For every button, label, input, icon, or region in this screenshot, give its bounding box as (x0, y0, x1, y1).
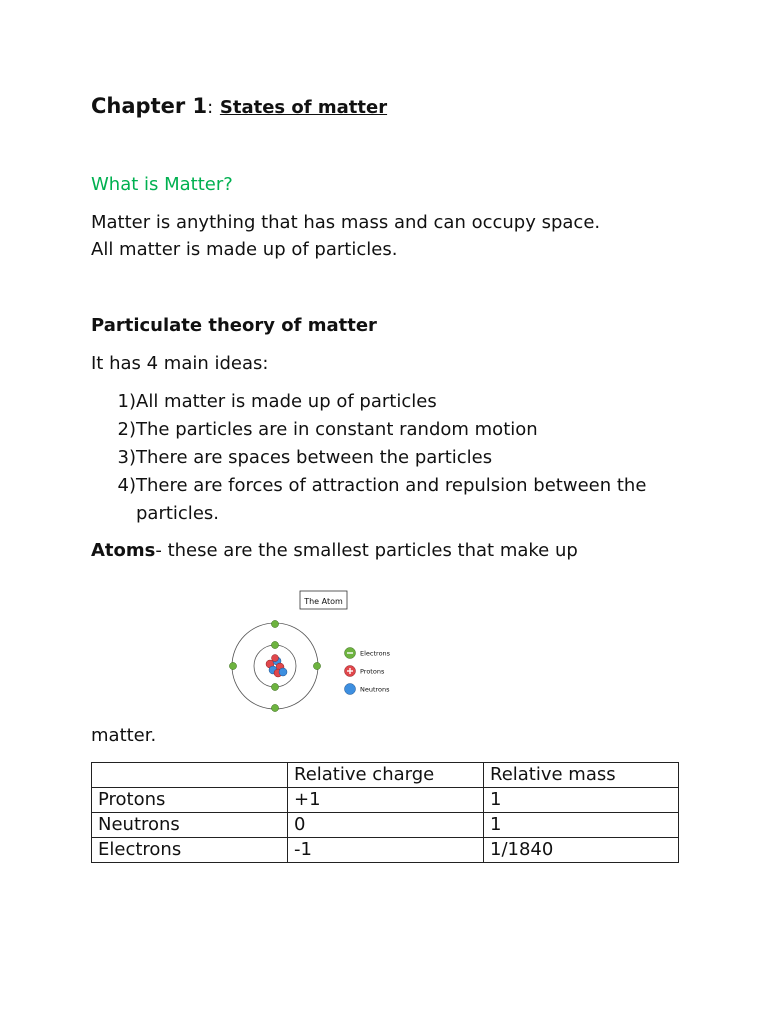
main-ideas-list (91, 388, 691, 528)
table-header-row (92, 763, 679, 788)
list-item-number: 3) (117, 447, 136, 468)
table-cell: Electrons (92, 838, 288, 863)
atoms-term: Atoms (91, 540, 156, 561)
chapter-separator: : (207, 97, 214, 118)
table-cell: +1 (288, 788, 484, 813)
list-item (91, 388, 691, 416)
table-row (92, 813, 679, 838)
list-item (91, 416, 691, 444)
atoms-definition-continuation: matter. (91, 725, 157, 746)
atom-title: The Atom (304, 597, 343, 606)
table-cell: Neutrons (92, 813, 288, 838)
table-header-cell (92, 763, 288, 788)
table-cell: Protons (92, 788, 288, 813)
particle-properties-table (91, 762, 679, 863)
table-header-cell: Relative charge (288, 763, 484, 788)
legend-protons-label: Protons (360, 667, 385, 676)
list-item-text: There are spaces between the particles (136, 447, 493, 468)
table-row (92, 788, 679, 813)
list-item-text: All matter is made up of particles (136, 391, 437, 412)
atoms-definition (91, 537, 578, 564)
list-item (91, 472, 691, 528)
list-item-number: 1) (117, 391, 136, 412)
chapter-title (91, 92, 387, 122)
table-cell: 1/1840 (484, 838, 679, 863)
table-cell: -1 (288, 838, 484, 863)
particulate-theory-heading: Particulate theory of matter (91, 315, 377, 336)
neutron-legend-swatch (345, 684, 356, 695)
table-header-cell: Relative mass (484, 763, 679, 788)
chapter-subtitle: States of matter (219, 97, 388, 118)
table-cell: 1 (484, 788, 679, 813)
list-item-text: There are forces of attraction and repulsion between the particles. (136, 475, 647, 524)
legend-electrons-label: Electrons (360, 649, 391, 658)
main-ideas-intro: It has 4 main ideas: (91, 353, 269, 374)
table-cell: 1 (484, 813, 679, 838)
list-item-number: 2) (117, 419, 136, 440)
what-is-matter-heading: What is Matter? (91, 174, 233, 195)
atoms-definition-text: - these are the smallest particles that make up (155, 540, 578, 561)
list-item-text: The particles are in constant random motion (136, 419, 538, 440)
atom-legend (345, 648, 391, 695)
list-item (91, 444, 691, 472)
chapter-label: Chapter 1 (91, 94, 208, 118)
matter-definition-line-2: All matter is made up of particles. (91, 239, 398, 260)
table-row (92, 838, 679, 863)
list-item-number: 4) (117, 475, 136, 496)
atom-diagram (222, 588, 404, 722)
atom-diagram-svg (222, 588, 404, 722)
table-cell: 0 (288, 813, 484, 838)
legend-neutrons-label: Neutrons (360, 685, 390, 694)
matter-definition-line-1: Matter is anything that has mass and can occupy space. (91, 212, 601, 233)
